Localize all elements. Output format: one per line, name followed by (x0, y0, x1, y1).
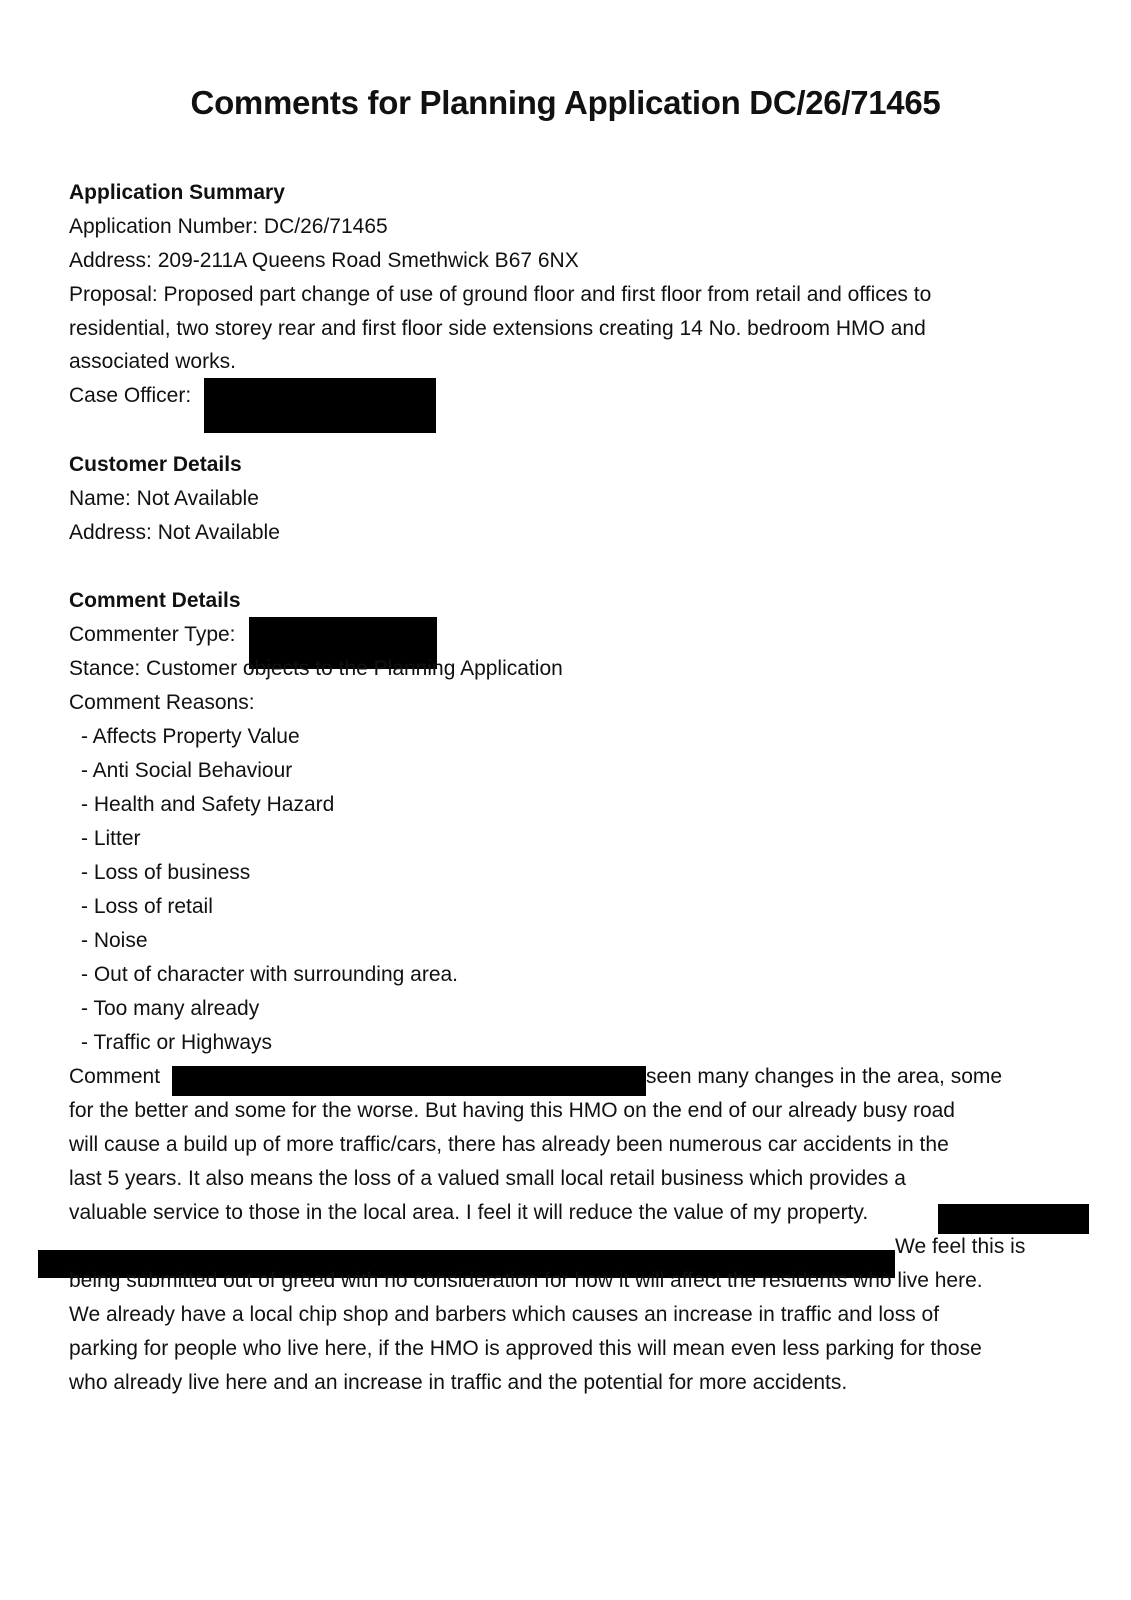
application-address: Address: 209-211A Queens Road Smethwick B67 6NX (69, 249, 579, 272)
stance: Stance: Customer objects to the Planning Application (69, 657, 563, 680)
page-title: Comments for Planning Application DC/26/71465 (190, 84, 941, 121)
comment-text-line: seen many changes in the area, some (646, 1065, 1003, 1088)
comment-text-line: will cause a build up of more traffic/cars, there has already been numerous car accidents in the (69, 1133, 949, 1156)
comment-text-line: who already live here and an increase in traffic and the potential for more accidents. (69, 1371, 848, 1394)
customer-name: Name: Not Available (69, 487, 259, 510)
redaction-box (204, 378, 436, 433)
case-officer-label: Case Officer: (69, 384, 192, 407)
reasons-label: Comment Reasons: (69, 691, 255, 714)
comment-text-line: last 5 years. It also means the loss of a valued small local retail business which provides a (69, 1167, 906, 1190)
reason-item: - Traffic or Highways (81, 1031, 272, 1054)
reason-item: - Health and Safety Hazard (81, 793, 335, 816)
comment-text-line: We already have a local chip shop and barbers which causes an increase in traffic and loss of (69, 1303, 940, 1326)
customer-address: Address: Not Available (69, 521, 280, 544)
reason-item: - Out of character with surrounding area. (81, 963, 459, 986)
customer-heading: Customer Details (69, 453, 242, 476)
reason-item: - Anti Social Behaviour (81, 759, 293, 782)
comment-label: Comment (69, 1065, 161, 1088)
comment-text-line: valuable service to those in the local area. I feel it will reduce the value of my property. (69, 1201, 869, 1224)
comment-text-line: for the better and some for the worse. But having this HMO on the end of our already busy road (69, 1099, 955, 1122)
redaction-box (172, 1066, 646, 1096)
comment-text-line: We feel this is (895, 1235, 1026, 1258)
comment-heading: Comment Details (69, 589, 241, 612)
reason-item: - Litter (81, 827, 141, 850)
reason-item: - Loss of business (81, 861, 251, 884)
commenter-type-label: Commenter Type: (69, 623, 236, 646)
proposal-line: Proposal: Proposed part change of use of ground floor and first floor from retail and offices to (69, 283, 932, 306)
comment-text-line: being submitted out of greed with no consideration for how it will affect the residents who live here. (69, 1269, 983, 1292)
reason-item: - Affects Property Value (81, 725, 300, 748)
proposal-line: residential, two storey rear and first floor side extensions creating 14 No. bedroom HMO and (69, 317, 926, 340)
reason-item: - Noise (81, 929, 148, 952)
application-number: Application Number: DC/26/71465 (69, 215, 388, 238)
proposal-line: associated works. (69, 350, 236, 373)
comment-text-line: parking for people who live here, if the HMO is approved this will mean even less parking for those (69, 1337, 982, 1360)
summary-heading: Application Summary (69, 181, 285, 204)
reason-item: - Loss of retail (81, 895, 213, 918)
reason-item: - Too many already (81, 997, 260, 1020)
